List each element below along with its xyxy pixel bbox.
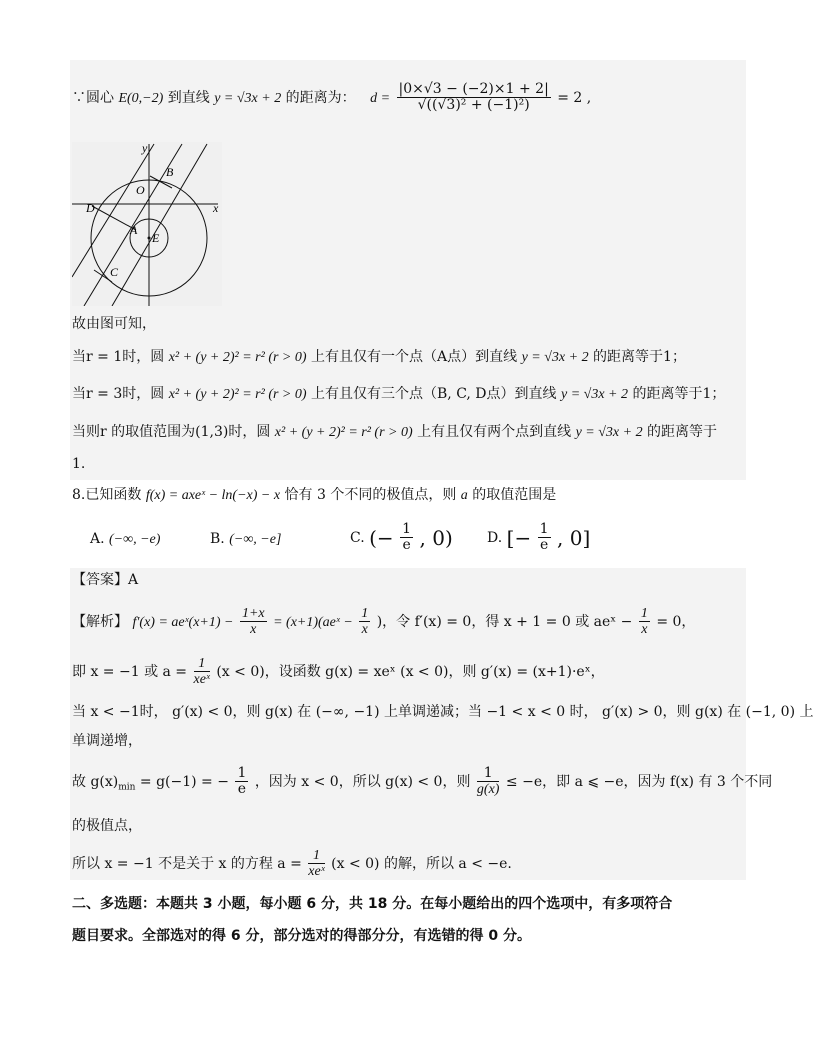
denominator: g(x) [476, 782, 500, 798]
function-def: f(x) = axeˣ − ln(−x) − x [145, 488, 281, 503]
denominator: xeˣ [308, 864, 325, 880]
option-value: (−∞, −e] [229, 532, 282, 547]
option-label: D. [487, 529, 503, 546]
fraction [477, 766, 500, 798]
numerator: 1 [361, 606, 369, 621]
option-label: A. [90, 531, 105, 547]
answer-line [72, 572, 138, 589]
section-2-line-2 [72, 928, 531, 945]
denominator: e [237, 781, 247, 798]
circle-equation: x² + (y + 2)² = r² (r > 0) [168, 350, 307, 365]
line-equation: y = √3x + 2 [560, 387, 628, 402]
circle-figure [72, 142, 222, 306]
text: 的距离为： [285, 89, 356, 106]
label-d: D [86, 201, 95, 215]
option-d[interactable] [487, 522, 590, 554]
text: 当r = 1时，圆 [72, 349, 165, 365]
math: = (x+1)(aeˣ − [273, 614, 353, 630]
circle-equation: x² + (y + 2)² = r² (r > 0) [274, 425, 413, 440]
numerator: 1 [402, 521, 412, 537]
option-b[interactable] [210, 531, 281, 548]
numerator: 1 [640, 606, 648, 621]
text: 的极值点， [72, 818, 142, 834]
option-fraction [538, 522, 551, 554]
math: 即 x = −1 或 a = [72, 663, 188, 680]
d-denominator: √((√3)² + (−1)²) [417, 97, 530, 114]
denominator: x [250, 622, 257, 638]
text: 故由图可知， [72, 316, 156, 332]
label-c: C [110, 265, 119, 279]
numerator: 1 [308, 848, 324, 864]
bracket: [− [506, 525, 532, 550]
text: 的取值范围是 [472, 487, 557, 503]
analysis-label: 【解析】 [72, 613, 128, 630]
numerator: 1 [539, 521, 549, 537]
math: 所以 x = −1 不是关于 x 的方程 a = [72, 855, 302, 872]
subscript: min [118, 782, 136, 793]
math: ，因为 x < 0，所以 g(x) < 0，则 [254, 773, 471, 790]
label-a: A [130, 223, 138, 237]
question-8-stem [72, 487, 556, 505]
section-2-line-1 [72, 896, 672, 913]
answer-label: 【答案】A [72, 572, 139, 588]
text: 当则r 的取值范围为(1,3)时，圆 [72, 424, 271, 440]
line-equation: y = √3x + 2 [575, 425, 643, 440]
fraction [235, 766, 248, 798]
d-result: = 2 , [557, 89, 592, 106]
section-heading: 二、多选题：本题共 3 小题，每小题 6 分，共 18 分。在每小题给出的四个选项中，有多项符合 [72, 896, 673, 912]
center-e-dot [148, 237, 151, 240]
text: 上有且仅有两个点到直线 [417, 424, 572, 440]
text: 恰有 3 个不同的极值点，则 [284, 487, 457, 503]
text: 1. [72, 456, 86, 472]
math: ≤ −e，即 a ⩽ −e，因为 f(x) 有 3 个不同 [505, 773, 773, 790]
label-x: x [213, 201, 219, 215]
denominator: x [361, 622, 368, 638]
text: 的距离等于1； [632, 386, 726, 402]
label-b: B [166, 165, 174, 179]
text: 上有且仅有一个点（A点）到直线 [311, 349, 518, 365]
distance-line [72, 82, 591, 114]
math: )，令 f′(x) = 0，得 x + 1 = 0 或 aeˣ − [376, 613, 633, 630]
fraction [639, 606, 650, 638]
analysis-line-7 [72, 848, 512, 880]
line-range [72, 424, 717, 442]
numerator: 1 [237, 765, 247, 781]
line-conclusion [72, 316, 156, 333]
numerator: 1 [194, 656, 210, 672]
line-equation: y = √3x + 2 [521, 350, 589, 365]
center-point: E(0,−2) [118, 90, 164, 106]
analysis-line-3 [72, 704, 814, 721]
text: 的距离等于1； [593, 349, 686, 365]
label-e: E [152, 231, 160, 245]
fraction [194, 656, 210, 688]
text: 上有且仅有三个点（B, C, D点）到直线 [311, 386, 557, 402]
math: f′(x) = aeˣ(x+1) − [132, 614, 234, 630]
option-label: C. [350, 529, 365, 546]
distance-fraction [397, 82, 551, 114]
bracket: , 0] [557, 525, 591, 550]
analysis-line-6 [72, 818, 142, 835]
option-c[interactable] [350, 522, 453, 554]
line-r1 [72, 349, 686, 367]
math: = g(−1) = − [139, 773, 229, 790]
option-a[interactable] [90, 531, 160, 548]
option-value: (−∞, −e) [109, 532, 161, 547]
d-label: d = [370, 90, 391, 106]
line-equation: y = √3x + 2 [214, 90, 282, 106]
line-r3 [72, 386, 725, 404]
numerator: 1+x [241, 606, 265, 621]
analysis-line-2 [72, 656, 605, 688]
circle-equation: x² + (y + 2)² = r² (r > 0) [168, 387, 307, 402]
fraction [308, 848, 324, 880]
fraction [240, 606, 267, 638]
analysis-line-4 [72, 733, 142, 750]
label-o: O [136, 183, 145, 197]
fraction [359, 606, 370, 638]
math: (x < 0)，设函数 g(x) = xeˣ (x < 0)，则 g′(x) = (x+1)·eˣ， [216, 663, 605, 680]
bracket: , 0) [419, 525, 453, 550]
denominator: xeˣ [193, 672, 210, 688]
numerator: 1 [477, 766, 500, 782]
text: 当r = 3时，圆 [72, 386, 165, 402]
text: 到直线 [167, 89, 210, 106]
text: ∵圆心 [72, 89, 114, 106]
figure-svg [72, 142, 222, 306]
d-numerator: |0×√3 − (−2)×1 + 2| [398, 81, 549, 97]
math: 故 g(x) [72, 773, 119, 790]
label-y: y [142, 142, 148, 155]
analysis-line-1 [72, 606, 695, 638]
text: 8.已知函数 [72, 487, 142, 503]
denominator: x [641, 622, 648, 638]
section-heading: 题目要求。全部选对的得 6 分，部分选对的得部分分，有选错的得 0 分。 [72, 928, 531, 944]
math: 当 x < −1时， g′(x) < 0，则 g(x) 在 (−∞, −1) 上单调递减；当 −1 < x < 0 时， g′(x) > 0，则 g(x) 在 (−1, 0) 上 [72, 704, 814, 720]
variable-a: a [460, 488, 468, 503]
math: (x < 0) 的解，所以 a < −e. [331, 855, 512, 872]
analysis-line-5 [72, 766, 772, 798]
math: = 0， [656, 613, 696, 630]
denominator: e [539, 537, 549, 554]
bracket: (− [369, 525, 394, 550]
option-label: B. [210, 531, 225, 547]
denominator: e [402, 537, 411, 554]
text: 单调递增， [72, 733, 142, 749]
text: 的距离等于 [647, 424, 718, 440]
option-fraction [400, 522, 413, 554]
line-one [72, 456, 85, 473]
